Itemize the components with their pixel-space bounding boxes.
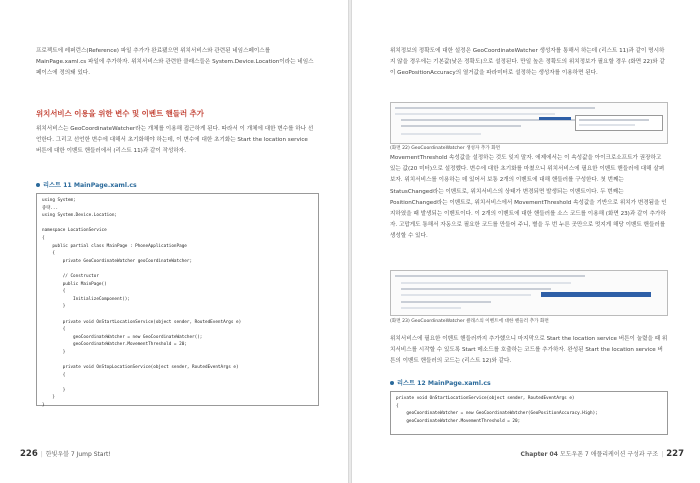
listing-11-title: 리스트 11 MainPage.xaml.cs <box>43 182 137 189</box>
chapter-label: Chapter 04 <box>520 451 558 458</box>
body-paragraph: 위치서비스는 GeoCoordinateWatcher라는 개체를 이용해 접근하게 된다. 따라서 이 개체에 대한 변수를 하나 선언한다. 그리고 선언한 변수에 대해서 초기화해야 하는데, 이 변수에 대한 초기화는 Start the location service 버튼에 대한 이벤트 핸들러에서 (리스트 11)과 같이 작성하자. <box>36 126 314 155</box>
bullet-icon <box>36 183 40 187</box>
section-title: 위치서비스 이용을 위한 변수 및 이벤트 핸들러 추가 <box>36 109 204 118</box>
page-number: 227 <box>666 449 684 459</box>
figure-23-caption: (화면 23) GeoCoordinateWatcher 클래스의 이벤트에 대한 핸들러 추가 화면 <box>390 319 549 324</box>
body-paragraph: MovementThreshold 속성값을 설정하는 것도 잊지 말자. 에제에서는 이 속성값을 아이크로소프트가 권장하고 있는 값(20 미터)으로 설정했다. 변수에 대한 초기화를 마쳤으니 위치서비스에 필요한 이벤트 핸들러에 대해 살펴보자. 위치서비스를 이용하는 데 있어서 보통 2개의 이벤트에 대해 핸들러를 구성한다. 첫 번째는 StatusChanged라는 이벤트로, 위치서비스의 상태가 변경되면 발생되는 이벤트이다. 두 번째는 PositionChanged라는 이벤트로, 위치서비스에서 MovementThreshold 속성값을 기반으로 위치가 변경됨을 인지하였을 때 발생되는 이벤트이다. 이 2개의 이벤트에 대한 핸들러를 소스 코드를 이용해 (화면 23)과 같이 추가하자. 고맙게도 통해서 자동으로 필요한 코드를 만들어 주니, 별을 두 번 누른 곳만으로 멋지게 해당 이벤트 핸들러를 생성할 수 있다. <box>390 155 667 240</box>
left-footer: 226 | 한빛우블 7 Jump Start! <box>20 449 111 459</box>
chapter-title: 모도우폰 7 애플리케이션 구성과 구조 <box>559 451 659 458</box>
listing-11-label <box>36 180 137 189</box>
figure-22-caption: (화면 22) GeoCoordinateWatcher 생성자 추가 화면 <box>390 146 501 151</box>
intro-paragraph: 프로젝트에 레퍼런스(Reference) 파일 추가가 완료됐으면 위치서비스와 관련된 네임스페이스를 MainPage.xaml.cs 파일에 추가하자. 위치서비스와 관련한 클래스들은 System.Device.Location이라는 네임스페이스에 정의돼 있다. <box>36 48 314 77</box>
figure-23-screenshot <box>390 270 668 316</box>
page-number: 226 <box>20 449 38 459</box>
listing-12-label <box>390 378 491 387</box>
figure-22-screenshot <box>390 102 668 144</box>
code-listing-12: private void OnStartLocationService(object sender, RoutedEventArgs e) { geoCoordinateWatcher = new GeoCoordinateWatcher(GeoPositionAccuracy.High); geoCoordinateWatcher.MovementThreshold = 20; <box>390 391 668 435</box>
bullet-icon <box>390 381 394 385</box>
right-page <box>352 0 700 483</box>
right-footer: Chapter 04 모도우폰 7 애플리케이션 구성과 구조 | 227 <box>520 449 684 459</box>
code-listing-11: using System; 중략... using System.Device.Location; namespace LocationService { public partial class MainPage : PhoneApplicationPage { private GeoCoordinateWatcher geoCoordinateWatcher; // Constructor public MainPage() { InitializeComponent(); } private void OnStartLocationService(object sender, RoutedEventArgs e) { geoCoordinateWatcher = new GeoCoordinateWatcher(); geoCoordinateWatcher.MovementThreshold = 20; } private void OnStopLocationService(object sender, RoutedEventArgs e) { } } } <box>36 193 319 406</box>
closing-paragraph: 위치서비스에 필요한 이벤트 핸들러까지 추가했으니 마지막으로 Start the location service 버튼이 눌렸을 때 위치서비스를 시작할 수 있도록 Start 메소드를 호출하는 코드를 추가하자. 완성된 Start the location service 버튼의 이벤트 핸들러의 코드는 (리스트 12)와 같다. <box>390 336 668 365</box>
left-page <box>0 0 348 483</box>
intro-paragraph: 위치정보의 정확도에 대한 설정은 GeoCoordinateWatcher 생성자를 통해서 하는데 (리스트 11)과 같이 명시하지 않을 경우에는 기본값(낮은 정확도)으로 설정된다. 만일 높은 정확도의 위치정보가 필요할 경우 (화면 22)와 같이 GeoPositionAccuracy의 열거값을 파라미터로 설정하는 생성자를 이용하면 된다. <box>390 48 665 77</box>
book-title: 한빛우블 7 Jump Start! <box>45 451 111 458</box>
listing-12-title: 리스트 12 MainPage.xaml.cs <box>397 380 491 387</box>
